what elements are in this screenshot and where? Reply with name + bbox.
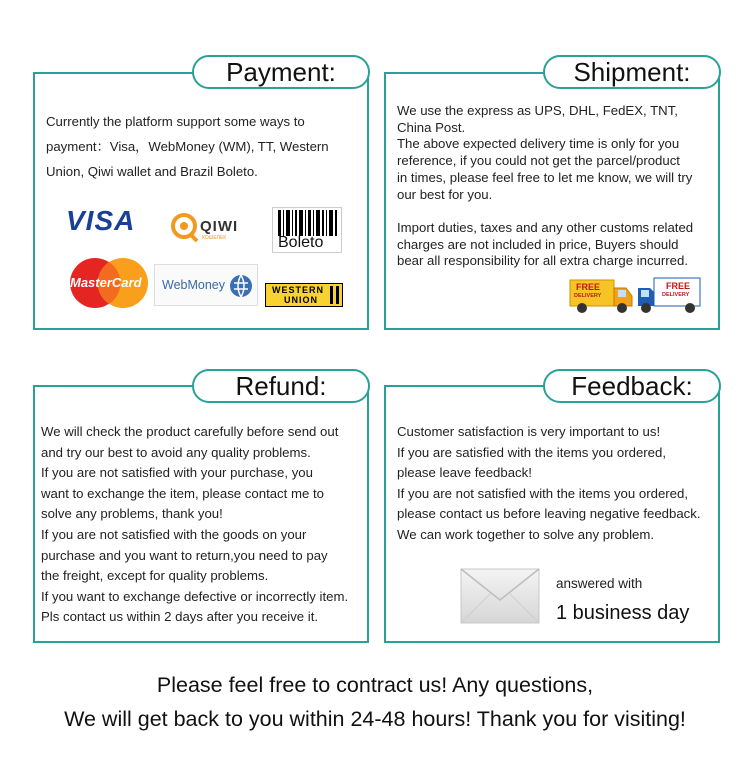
shipment-line: China Post. <box>397 119 466 135</box>
refund-line: We will check the product carefully before send out <box>41 424 339 439</box>
shipment-line: The above expected delivery time is only for you <box>397 136 680 152</box>
webmoney-text: WebMoney <box>162 278 225 292</box>
feedback-line: Customer satisfaction is very important to us! <box>397 424 661 439</box>
payment-line: payment：Visa，WebMoney (WM), TT, Western <box>46 139 329 154</box>
business-day-label: 1 business day <box>556 602 690 624</box>
wu-text-1: WESTERN <box>272 285 324 295</box>
qiwi-subtext: КОШЕЛЕК <box>202 235 227 241</box>
truck2-free-label: FREE <box>666 281 691 291</box>
footer-line-1: Please feel free to contract us! Any questions, <box>156 673 594 697</box>
qiwi-logo <box>170 208 250 244</box>
feedback-line: please contact us before leaving negative feedback. <box>397 506 701 522</box>
shipment-line: reference, if you could not get the parcel/product <box>397 153 680 169</box>
refund-line: the freight, except for quality problems. <box>41 568 269 584</box>
feedback-line: We can work together to solve any problem. <box>397 526 655 542</box>
mastercard-text: MasterCard <box>70 275 142 290</box>
wu-text-2: UNION <box>284 295 318 305</box>
payment-text <box>46 109 356 184</box>
shipment-line: bear all responsibility for all extra charge incurred. <box>397 253 688 269</box>
payment-line: Union, Qiwi wallet and Brazil Boleto. <box>46 164 258 179</box>
refund-line: If you want to exchange defective or incorrectly item. <box>41 588 349 604</box>
refund-line: Pls contact us within 2 days after you receive it. <box>41 609 319 625</box>
boleto-text: Boleto <box>278 234 324 251</box>
refund-text <box>41 422 367 628</box>
truck2-delivery-label: DELIVERY <box>662 292 690 298</box>
shipment-line: in times, please feel free to let me know, we will try <box>397 169 693 185</box>
shipment-heading: Shipment: <box>543 55 721 89</box>
feedback-line: please leave feedback! <box>397 465 532 481</box>
refund-line: If you are not satisfied with your purchase, you <box>41 465 313 481</box>
western-union-logo <box>265 283 343 307</box>
webmoney-logo <box>154 264 258 306</box>
visa-logo: VISA <box>66 205 136 236</box>
truck1-free-label: FREE <box>576 282 601 292</box>
mastercard-logo <box>68 257 150 309</box>
refund-line: and try our best to avoid any quality problems. <box>41 444 311 460</box>
refund-line: If you are not satisfied with the goods on your <box>41 526 307 542</box>
payment-line: Currently the platform support some ways to <box>46 114 305 129</box>
refund-line: solve any problems, thank you! <box>41 506 223 522</box>
envelope-icon <box>460 568 540 624</box>
truck1-delivery-label: DELIVERY <box>574 293 602 299</box>
payment-heading: Payment: <box>192 55 370 89</box>
shipment-line: We use the express as UPS, DHL, FedEX, TNT, <box>397 103 678 118</box>
feedback-line: If you are satisfied with the items you ordered, <box>397 444 667 460</box>
shipment-spacer <box>397 203 715 220</box>
feedback-line: If you are not satisfied with the items you ordered, <box>397 485 689 501</box>
qiwi-text: QIWI <box>200 218 239 235</box>
feedback-text <box>397 422 719 546</box>
answered-with-label: answered with <box>556 576 643 591</box>
shipment-line: charges are not included in price, Buyers should <box>397 236 679 252</box>
feedback-heading: Feedback: <box>543 369 721 403</box>
footer-line-2: We will get back to you within 24-48 hours! Thank you for visiting! <box>64 707 686 731</box>
refund-line: purchase and you want to return,you need to pay <box>41 547 328 563</box>
shipment-line: Import duties, taxes and any other customs related <box>397 219 694 235</box>
shipment-text <box>397 103 715 270</box>
refund-heading: Refund: <box>192 369 370 403</box>
boleto-logo <box>272 207 342 253</box>
shipment-line: our best for you. <box>397 186 493 202</box>
refund-line: want to exchange the item, please contact me to <box>41 485 324 501</box>
free-delivery-trucks-image <box>568 276 704 316</box>
